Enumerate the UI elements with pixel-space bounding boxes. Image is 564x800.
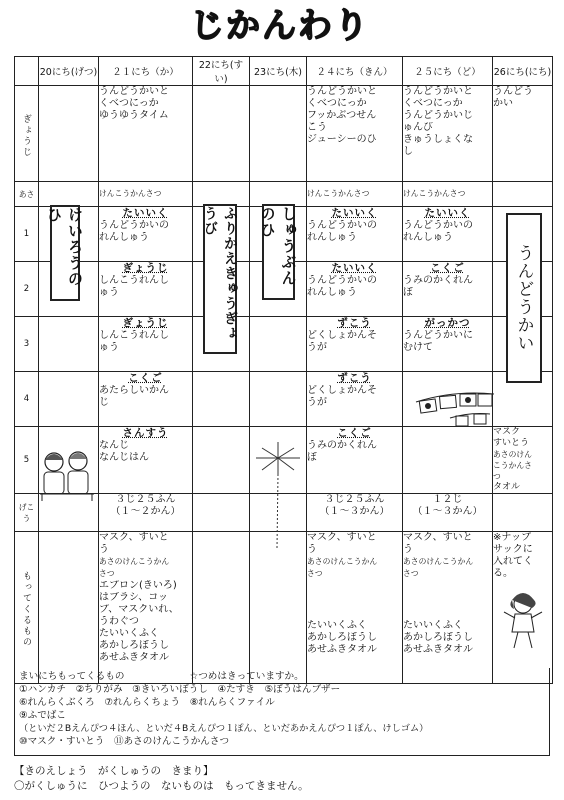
day-header-21: ２１にち（か） xyxy=(99,57,193,86)
row-label-p4: 4 xyxy=(15,372,39,427)
cell-p3-21: ぎょうじ しんこうれんし ゅう xyxy=(99,317,193,372)
cell-p3-24: ずこう どくしょかんそ うが xyxy=(307,317,403,372)
furikae-holiday-box: ふりかえきゅうぎょうび xyxy=(203,204,237,354)
daily-item-line: ⑨ふでばこ xyxy=(19,710,66,721)
cell-motteku-24: マスク、すいと う あさのけんこうかん さつ たいいくふく あかしろぼうし あせふきタオル xyxy=(307,532,403,684)
rules-heading: 【きのえしょう がくしゅうの きまり】 xyxy=(14,765,214,777)
cell-gyouji-20 xyxy=(39,86,99,182)
cell-p4-24: ずこう どくしょかんそ うが xyxy=(307,372,403,427)
row-label-motteku: もってくるもの xyxy=(15,532,39,684)
cell-motteku-26: ※ナップ サックに 入れてく る。 xyxy=(493,532,553,684)
cell-gyouji-21: うんどうかいと くべつにっか ゆうゆうタイム xyxy=(99,86,193,182)
day-header-25: ２５にち（ど） xyxy=(403,57,493,86)
row-label-gyouji: ぎょうじ xyxy=(15,86,39,182)
day-header-22: 22にち(すい) xyxy=(193,57,250,86)
cell-p2-24: たいいく うんどうかいの れんしゅう xyxy=(307,262,403,317)
page-title: じかんわり xyxy=(190,6,370,46)
day-header-26: 26にち(にち) xyxy=(493,57,553,86)
elderly-couple-illustration xyxy=(36,448,98,502)
cell-asa-24: けんこうかんさつ xyxy=(307,182,403,207)
cell-gyouji-25: うんどうかいと くべつにっか うんどうかいじ ゅんび きゅうしょくな し xyxy=(403,86,493,182)
cell-p1-24: たいいく うんどうかいの れんしゅう xyxy=(307,207,403,262)
daily-item-line: ⑥れんらくぶくろ ⑦れんらくちょう ⑧れんらくファイル xyxy=(19,697,275,708)
gyouji-row xyxy=(15,86,553,182)
cell-gekou-21: ３じ２５ふん （１～２かん） xyxy=(99,494,193,532)
cell-p5-24: こくご うみのかくれん ぼ xyxy=(307,427,403,494)
holiday-keirou-box: けいろうのひ xyxy=(50,205,80,301)
corner-cell xyxy=(15,57,39,86)
cell-asa-25: けんこうかんさつ xyxy=(403,182,493,207)
cell-p2-21: ぎょうじ しんこうれんし ゅう xyxy=(99,262,193,317)
cell-gyouji-26: うんどう かい xyxy=(493,86,553,182)
cell-p1-25: たいいく うんどうかいの れんしゅう xyxy=(403,207,493,262)
period-3-row xyxy=(15,317,553,372)
flags-bunting-illustration xyxy=(414,388,496,434)
header-row xyxy=(15,57,553,86)
row-label-p2: 2 xyxy=(15,262,39,317)
timetable xyxy=(14,56,553,684)
cell-gyouji-22 xyxy=(193,86,250,182)
cell-p1-21: たいいく うんどうかいの れんしゅう xyxy=(99,207,193,262)
row-label-gekou: げこう xyxy=(15,494,39,532)
cell-gyouji-23 xyxy=(250,86,307,182)
row-label-p3: 3 xyxy=(15,317,39,372)
cell-gyouji-24: うんどうかいと くべつにっか フッかぶつせん こう ジューシーのひ xyxy=(307,86,403,182)
cell-gekou-25: １２じ （１～３かん） xyxy=(403,494,493,532)
cell-p5-21: さんすう なんじ なんじはん xyxy=(99,427,193,494)
cell-p2-25: こくご うみのかくれん ぼ xyxy=(403,262,493,317)
daily-item-line: ⑩マスク・すいとう ⑪あさのけんこうかんさつ xyxy=(19,736,230,747)
rules-line: 〇がくしゅうに ひつようの ないものは もってきません。 xyxy=(14,780,309,792)
fireworks-illustration xyxy=(250,440,306,550)
cell-asa-21: けんこうかんさつ xyxy=(99,182,193,207)
child-illustration xyxy=(500,590,546,652)
row-label-p1: 1 xyxy=(15,207,39,262)
cell-gekou-24: ３じ２５ふん （１～３かん） xyxy=(307,494,403,532)
daily-item-line: ①ハンカチ ②ちりがみ ③きいろいぼうし ④たすき ⑤ぼうはんブザー xyxy=(19,684,341,695)
cell-p3-25: がっかつ うんどうかいに むけて xyxy=(403,317,493,372)
asa-row xyxy=(15,182,553,207)
study-rules xyxy=(14,764,550,794)
daily-items-header-line xyxy=(19,670,545,683)
row-label-asa: あさ xyxy=(15,182,39,207)
cell-motteku-21: マスク、すいと う あさのけんこうかん さつ エプロン(きいろ) はブラシ、コッ プ、マスクいれ、 うわぐつ たいいくふく あかしろぼうし あせふきタオル xyxy=(99,532,193,684)
holiday-shuubun-box: しゅうぶんのひ xyxy=(262,204,295,300)
row-label-p5: 5 xyxy=(15,427,39,494)
cell-p5-26: マスク すいとう あさのけん こうかんさ つ タオル xyxy=(493,427,553,494)
day-header-20: 20にち(げつ) xyxy=(39,57,99,86)
day-header-24: ２４にち（きん） xyxy=(307,57,403,86)
daily-items-box xyxy=(14,668,550,756)
daily-items-heading: まいにちもってくるもの xyxy=(19,671,125,682)
motteku-row xyxy=(15,532,553,684)
cell-motteku-25: マスク、すいと う あさのけんこうかん さつ たいいくふく あかしろぼうし あせふきタオル xyxy=(403,532,493,684)
cell-p4-21: こくご あたらしいかん じ xyxy=(99,372,193,427)
day-header-23: 23にち(木) xyxy=(250,57,307,86)
nails-note: ☆つめはきっていますか。 xyxy=(189,671,304,682)
daily-item-line: （といだ２Bえんぴつ４ほん、といだ４Bえんぴつ１ぽん、といだあかえんぴつ１ぽん、けしゴム） xyxy=(19,723,429,734)
undoukai-box: うんどうかい xyxy=(506,213,542,383)
